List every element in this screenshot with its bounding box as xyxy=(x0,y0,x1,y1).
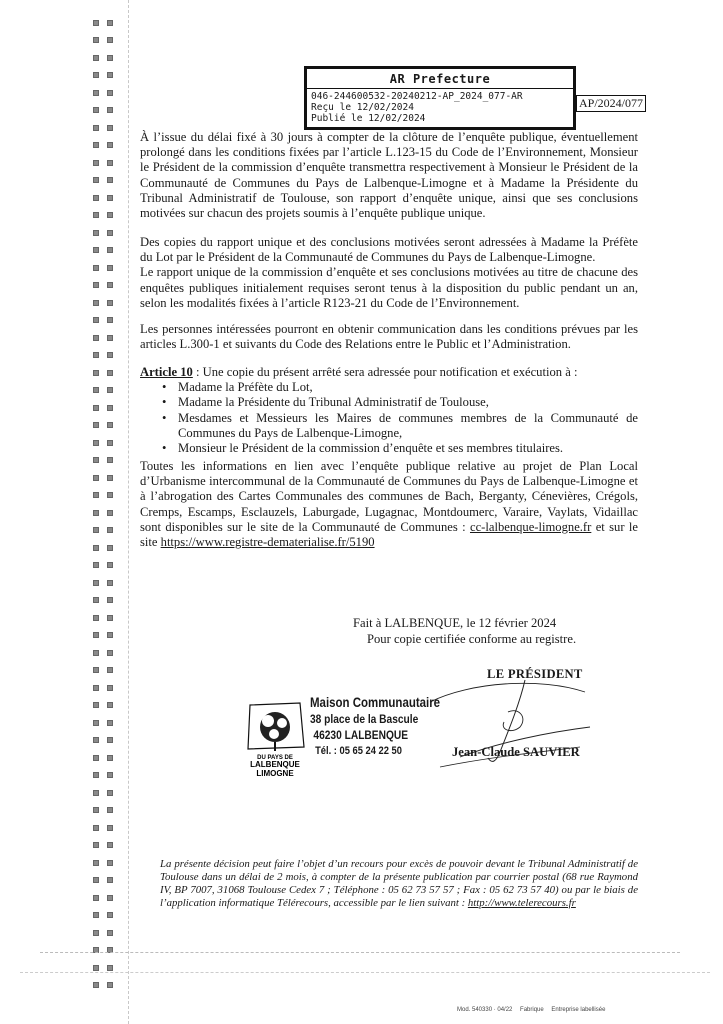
form-entreprise: Entreprise labellisée xyxy=(551,1007,606,1013)
hole-row xyxy=(93,189,123,207)
hole-mark xyxy=(107,107,113,113)
hole-row xyxy=(93,732,123,750)
hole-mark xyxy=(93,965,99,971)
hole-row xyxy=(93,434,123,452)
hole-mark xyxy=(93,580,99,586)
hole-row xyxy=(93,172,123,190)
hole-row xyxy=(93,294,123,312)
hole-row xyxy=(93,452,123,470)
hole-row xyxy=(93,329,123,347)
prefecture-stamp xyxy=(304,66,576,130)
hole-mark xyxy=(107,160,113,166)
paragraph-report-text: À l’issue du délai fixé à 30 jours à compter de la clôture de l’enquête publique, éventuellement prolongé dans les conditions fixées par l’article L.123-15 du Code de l’Environnement, Monsieur le Président de la commission d’enquête transmettra respectivement à Monsieur le Président de la Communauté de Communes du Pays de Lalbenque-Limogne et à Madame la Présidente du Tribunal Administratif de Toulouse, son rapport d’enquête unique, ainsi que ses conclusions motivées sur chacun des projets soumis à l’enquête publique unique. xyxy=(140,130,638,221)
hole-mark xyxy=(93,370,99,376)
hole-mark xyxy=(107,580,113,586)
hole-row xyxy=(93,277,123,295)
hole-row xyxy=(93,574,123,592)
hole-mark xyxy=(107,317,113,323)
hole-mark xyxy=(93,825,99,831)
hole-mark xyxy=(93,247,99,253)
hole-mark xyxy=(107,755,113,761)
list-item: • Madame la Présidente du Tribunal Administratif de Toulouse, xyxy=(178,395,638,410)
hole-mark xyxy=(93,37,99,43)
hole-mark xyxy=(107,475,113,481)
hole-mark xyxy=(107,965,113,971)
hole-mark xyxy=(107,195,113,201)
hole-row xyxy=(93,907,123,925)
hole-mark xyxy=(107,737,113,743)
hole-mark xyxy=(107,615,113,621)
hole-row xyxy=(93,242,123,260)
stamp-line-published: Publié le 12/02/2024 xyxy=(311,113,426,124)
hole-mark xyxy=(107,877,113,883)
hole-mark xyxy=(107,650,113,656)
seal-org-name: Maison Communautaire xyxy=(310,695,441,710)
hole-mark xyxy=(107,405,113,411)
hole-mark xyxy=(107,807,113,813)
place-date: Fait à LALBENQUE, le 12 février 2024 xyxy=(353,616,557,630)
hole-row xyxy=(93,854,123,872)
stamp-line-received: Reçu le 12/02/2024 xyxy=(311,102,414,113)
hole-mark xyxy=(93,685,99,691)
recipient-list xyxy=(140,380,638,456)
hole-mark xyxy=(107,125,113,131)
hole-mark xyxy=(107,72,113,78)
hole-mark xyxy=(107,20,113,26)
hole-row xyxy=(93,749,123,767)
hole-row xyxy=(93,364,123,382)
form-footer xyxy=(457,1007,611,1013)
hole-mark xyxy=(107,370,113,376)
form-code: Mod. 540330 · 04/22 xyxy=(457,1007,513,1013)
hole-row xyxy=(93,872,123,890)
article-10-label: Article 10 xyxy=(140,365,193,379)
hole-mark xyxy=(93,265,99,271)
hole-mark xyxy=(107,265,113,271)
list-item: • Madame la Préfète du Lot, xyxy=(178,380,638,395)
hole-mark xyxy=(107,842,113,848)
paragraph-copies xyxy=(140,235,638,311)
hole-mark xyxy=(93,160,99,166)
stamp-line-id: 046-244600532-20240212-AP_2024_077-AR xyxy=(311,91,523,102)
hole-row xyxy=(93,609,123,627)
hole-row xyxy=(93,67,123,85)
hole-mark xyxy=(107,37,113,43)
seal-city: 46230 LALBENQUE xyxy=(313,728,409,742)
hole-mark xyxy=(107,142,113,148)
margin-fold-line xyxy=(128,0,130,1024)
hole-mark xyxy=(93,72,99,78)
paragraph-report xyxy=(140,130,638,221)
telerecours-link[interactable]: http://www.telerecours.fr xyxy=(467,897,576,909)
hole-row xyxy=(93,137,123,155)
hole-mark xyxy=(93,632,99,638)
hole-mark xyxy=(107,597,113,603)
hole-mark xyxy=(93,860,99,866)
hole-mark xyxy=(93,107,99,113)
hole-mark xyxy=(93,230,99,236)
hole-mark xyxy=(93,772,99,778)
hole-mark xyxy=(93,317,99,323)
hole-row xyxy=(93,837,123,855)
hole-mark xyxy=(107,177,113,183)
hole-row xyxy=(93,312,123,330)
dashed-rule xyxy=(20,972,710,974)
hole-mark xyxy=(93,177,99,183)
hole-mark xyxy=(107,982,113,988)
stamp-reference: AP/2024/077 xyxy=(576,95,646,112)
hole-mark xyxy=(93,562,99,568)
hole-mark xyxy=(107,930,113,936)
cc-website-link[interactable]: cc-lalbenque-limogne.fr xyxy=(469,519,592,534)
logo-text-3: LIMOGNE xyxy=(256,769,294,778)
hole-mark xyxy=(93,790,99,796)
hole-mark xyxy=(93,807,99,813)
hole-mark xyxy=(93,877,99,883)
hole-mark xyxy=(93,702,99,708)
form-fabrique: Fabrique xyxy=(520,1007,544,1013)
hole-row xyxy=(93,14,123,32)
hole-mark xyxy=(93,335,99,341)
hole-mark xyxy=(93,212,99,218)
certified-copy-note: Pour copie certifiée conforme au registre. xyxy=(367,632,577,646)
hole-mark xyxy=(93,422,99,428)
registre-link[interactable]: https://www.registre-dematerialise.fr/5190 xyxy=(160,535,375,550)
paragraph-information-mid: et sur le site xyxy=(140,519,639,550)
hole-mark xyxy=(107,790,113,796)
hole-row xyxy=(93,644,123,662)
hole-mark xyxy=(93,20,99,26)
hole-row xyxy=(93,942,123,960)
hole-mark xyxy=(107,300,113,306)
hole-row xyxy=(93,819,123,837)
hole-row xyxy=(93,399,123,417)
hole-row xyxy=(93,119,123,137)
hole-mark xyxy=(93,720,99,726)
hole-mark xyxy=(93,982,99,988)
seal-street: 38 place de la Bascule xyxy=(310,712,419,726)
hole-mark xyxy=(93,195,99,201)
hole-mark xyxy=(107,422,113,428)
signatory-name: Jean-Claude SAUVIER xyxy=(452,745,580,759)
hole-mark xyxy=(107,545,113,551)
hole-mark xyxy=(93,55,99,61)
hole-mark xyxy=(93,510,99,516)
hole-row xyxy=(93,382,123,400)
hole-row xyxy=(93,522,123,540)
logo-text-2: LALBENQUE xyxy=(250,760,300,769)
hole-row xyxy=(93,889,123,907)
hole-mark xyxy=(107,230,113,236)
hole-row xyxy=(93,679,123,697)
hole-row xyxy=(93,102,123,120)
hole-mark xyxy=(93,842,99,848)
hole-row xyxy=(93,784,123,802)
hole-mark xyxy=(93,492,99,498)
hole-mark xyxy=(93,440,99,446)
hole-row xyxy=(93,207,123,225)
hole-mark xyxy=(107,55,113,61)
place-date-block xyxy=(353,615,593,647)
hole-row xyxy=(93,662,123,680)
hole-mark xyxy=(93,930,99,936)
hole-mark xyxy=(107,282,113,288)
paragraph-communication-text: Les personnes intéressées pourront en obtenir communication dans les conditions prévues par les articles L.300-1 et suivants du Code des Relations entre le Public et l’Administration. xyxy=(140,322,638,352)
appeal-notice-text: La présente décision peut faire l’objet d’un recours pour excès de pouvoir devant le Tribunal Administratif de Toulouse dans un délai de 2 mois, à compter de la présente publication par courrier postal (68 rue Raymond IV, BP 7007, 31068 Toulouse Cedex 7 ; Téléphone : 05 62 73 57 57 ; Fax : 05 62 73 57 40) ou par le biais de l’application informatique Télérecours, accessible par le lien suivant : xyxy=(160,858,638,909)
hole-row xyxy=(93,487,123,505)
list-item: • Monsieur le Président de la commission d’enquête et ses membres titulaires. xyxy=(178,441,638,456)
hole-mark xyxy=(107,562,113,568)
paragraph-copies-text: Des copies du rapport unique et des conclusions motivées seront adressées à Madame la Préfète du Lot par le Président de la Communauté de Communes du Pays de Lalbenque-Limogne. xyxy=(140,235,638,265)
hole-mark xyxy=(107,492,113,498)
hole-row xyxy=(93,84,123,102)
hole-row xyxy=(93,557,123,575)
hole-mark xyxy=(107,860,113,866)
hole-mark xyxy=(107,527,113,533)
hole-row xyxy=(93,32,123,50)
hole-mark xyxy=(107,685,113,691)
article-10 xyxy=(140,365,638,456)
paragraph-communication xyxy=(140,322,638,352)
hole-row xyxy=(93,767,123,785)
hole-row xyxy=(93,49,123,67)
hole-mark xyxy=(107,90,113,96)
hole-row xyxy=(93,802,123,820)
paragraph-information xyxy=(140,459,638,550)
hole-mark xyxy=(107,247,113,253)
hole-row xyxy=(93,592,123,610)
hole-row xyxy=(93,697,123,715)
hole-mark xyxy=(93,912,99,918)
hole-row xyxy=(93,154,123,172)
dashed-rule xyxy=(40,952,680,954)
hole-mark xyxy=(93,457,99,463)
hole-row xyxy=(93,224,123,242)
hole-mark xyxy=(107,387,113,393)
hole-mark xyxy=(107,912,113,918)
hole-mark xyxy=(107,352,113,358)
hole-mark xyxy=(107,632,113,638)
hole-row xyxy=(93,539,123,557)
hole-mark xyxy=(93,650,99,656)
hole-mark xyxy=(93,527,99,533)
hole-mark xyxy=(93,597,99,603)
hole-mark xyxy=(93,282,99,288)
appeal-notice xyxy=(160,858,638,910)
hole-mark xyxy=(107,440,113,446)
hole-mark xyxy=(93,300,99,306)
hole-mark xyxy=(93,475,99,481)
hole-mark xyxy=(107,702,113,708)
seal-phone: Tél. : 05 65 24 22 50 xyxy=(315,745,402,757)
hole-mark xyxy=(93,142,99,148)
hole-mark xyxy=(93,545,99,551)
hole-mark xyxy=(107,772,113,778)
hole-row xyxy=(93,259,123,277)
hole-mark xyxy=(93,387,99,393)
hole-mark xyxy=(93,667,99,673)
hole-mark xyxy=(107,720,113,726)
hole-mark xyxy=(107,457,113,463)
hole-row xyxy=(93,977,123,995)
hole-mark xyxy=(93,895,99,901)
hole-row xyxy=(93,469,123,487)
hole-mark xyxy=(107,510,113,516)
margin-binding-holes xyxy=(93,14,123,994)
hole-mark xyxy=(107,895,113,901)
paragraph-disposal-text: Le rapport unique de la commission d’enquête et ses conclusions motivées au titre de chacune des enquêtes publiques initialement requises seront tenus à la disposition du public pendant un an, selon les modalités fixées à l’article R123-21 du Code de l’Environnement. xyxy=(140,265,638,310)
hole-mark xyxy=(93,125,99,131)
hole-mark xyxy=(93,737,99,743)
logo-text-1: DU PAYS DE xyxy=(257,755,293,761)
signatory-title: LE PRÉSIDENT xyxy=(487,667,583,681)
hole-row xyxy=(93,417,123,435)
hole-mark xyxy=(93,615,99,621)
community-logo-seal xyxy=(240,697,310,779)
hole-mark xyxy=(107,335,113,341)
hole-mark xyxy=(93,90,99,96)
hole-mark xyxy=(93,352,99,358)
hole-row xyxy=(93,714,123,732)
seal-address xyxy=(310,695,440,759)
hole-row xyxy=(93,627,123,645)
hole-row xyxy=(93,924,123,942)
hole-mark xyxy=(93,405,99,411)
article-10-intro: : Une copie du présent arrêté sera adressée pour notification et exécution à : xyxy=(192,365,578,379)
hole-row xyxy=(93,347,123,365)
stamp-title: AR Prefecture xyxy=(307,69,573,89)
hole-mark xyxy=(107,825,113,831)
list-item: • Mesdames et Messieurs les Maires de communes membres de la Communauté de Communes du Pays de Lalbenque-Limogne, xyxy=(178,411,638,441)
hole-mark xyxy=(107,667,113,673)
hole-row xyxy=(93,504,123,522)
hole-mark xyxy=(93,755,99,761)
paragraph-information-text: Toutes les informations en lien avec l’enquête publique relative au projet de Plan Local d’Urbanisme intercommunal de la Communauté de Communes du Pays de Lalbenque-Limogne et à l’abrogation des Cartes Communales des communes de Bach, Berganty, Cénevières, Crégols, Cremps, Escamps, Esclauzels, Laburgade, Lugagnac, Montdoumerc, Varaire, Vaylats, Vidaillac sont disponibles sur le site de la Communauté de Communes : xyxy=(140,459,638,534)
hole-mark xyxy=(107,212,113,218)
